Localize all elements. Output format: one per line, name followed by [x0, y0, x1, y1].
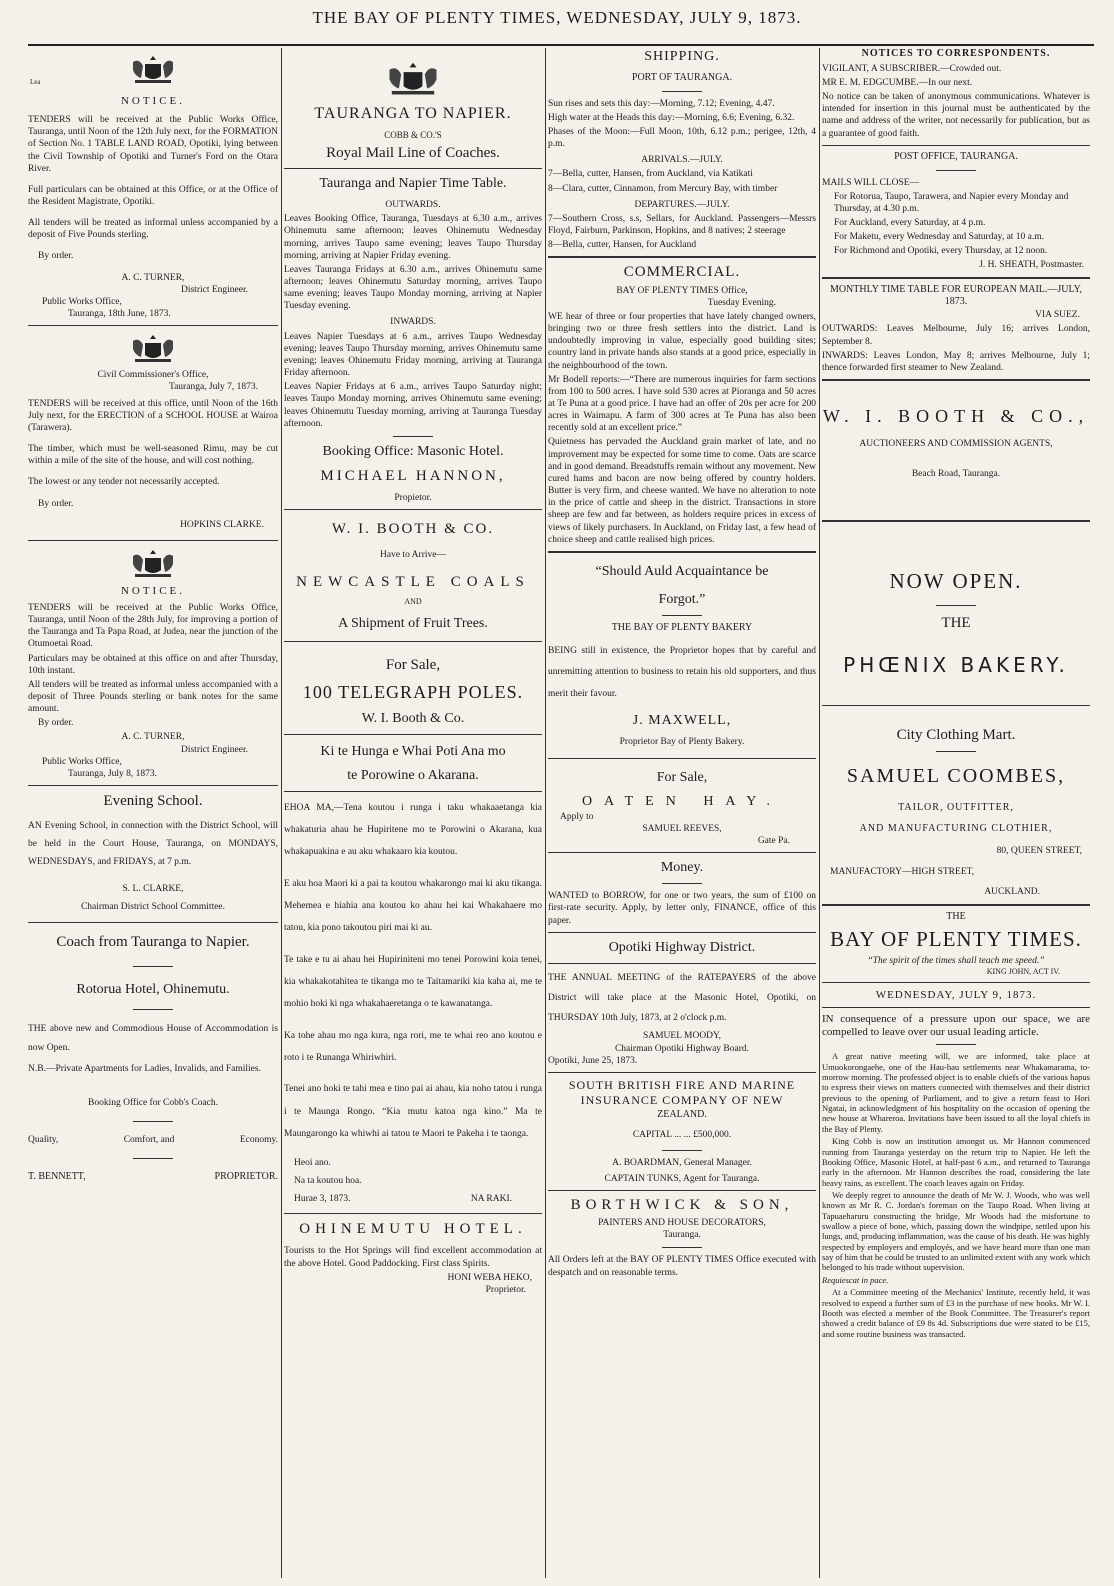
timetable-title: Tauranga and Napier Time Table.: [319, 176, 507, 192]
notice-order: By order.: [38, 251, 74, 262]
short-rule: [662, 1247, 702, 1248]
coals-line: NEWCASTLE COALS: [296, 574, 530, 591]
owner-title: PROPRIETOR.: [214, 1170, 278, 1182]
short-rule: [936, 751, 976, 752]
booking-office: Booking Office for Cobb's Coach.: [87, 1097, 219, 1108]
hotel-body: THE above new and Commodious House of Accommodation is now Open.: [28, 1023, 278, 1053]
signoff-name: NA RAKI.: [470, 1194, 512, 1205]
bakery-ad: [548, 641, 816, 707]
correspondent-note: VIGILANT, A SUBSCRIBER.—Crowded out.: [822, 63, 1002, 74]
timetable-entry: Leaves Tauranga Fridays at 6.30 a.m., arrives Ohinemutu same afternoon; leaves Ohinemutu Saturday morning, arrives Taupo same evening; leaves Taupo Monday morning, arriving at Napier Tuesday evening.: [284, 264, 542, 312]
fruit-line: A Shipment of Fruit Trees.: [338, 615, 488, 631]
notice-order: By order.: [38, 718, 74, 729]
column-stub: Lea: [30, 78, 41, 86]
hotel-title: Rotorua Hotel, Ohinemutu.: [76, 981, 230, 997]
money-body: WANTED to BORROW, for one or two years, the sum of £100 on first-rate security. Apply, by letter only, FINANCE, office of this paper.: [548, 891, 816, 926]
short-rule: [936, 605, 976, 606]
notice-office: Public Works Office,: [42, 756, 122, 767]
coombes-trade: AND MANUFACTURING CLOTHIER,: [859, 822, 1053, 834]
notice-school-house: [28, 369, 278, 531]
maori-signoff: [284, 1154, 542, 1208]
short-rule: [133, 1158, 173, 1159]
evening-school-title: Evening School.: [103, 793, 203, 810]
divider: [548, 1072, 816, 1073]
borthwick-orders: All Orders left at the BAY OF PLENTY TIMES Office executed with despatch and on reasonable terms.: [548, 1255, 816, 1278]
maori-paragraph: Ka tohe ahau mo nga kura, nga rori, me te whai reo ano koutou e roto i te Runanga Whiriwhiri.: [284, 1030, 542, 1063]
timetable-entry: Leaves Booking Office, Tauranga, Tuesdays at 6.30 a.m., arrives Ohinemutu same afternoon; leaves Ohinemutu Wednesday morning, arrives Taupo same evening; leaves Taupo Thursday morning, arriving at Napier Friday evening.: [284, 214, 542, 261]
paper-motto-source: KING JOHN, ACT IV.: [986, 966, 1060, 976]
coombes-address: 80, QUEEN STREET,: [996, 846, 1082, 857]
proprietor-name: MICHAEL HANNON,: [320, 467, 506, 484]
notice-body: TENDERS will be received at this office, until Noon of the 16th July next, for the ERECTION of a SCHOOL HOUSE at Wairoa (Tarawera).: [28, 398, 278, 433]
arrivals-label: ARRIVALS.—JULY.: [641, 155, 723, 166]
royal-crest-icon: [378, 58, 448, 98]
opotiki-title: Opotiki Highway District.: [608, 939, 756, 955]
short-rule: [662, 91, 702, 92]
notice-public-works-table-land: [28, 114, 278, 320]
shipping-title: SHIPPING.: [644, 49, 720, 64]
notice-signer: HOPKINS CLARKE.: [180, 519, 264, 530]
divider: [822, 520, 1090, 522]
phoenix-the: THE: [941, 615, 971, 632]
news-requiescat: Requiescat in pace.: [822, 1274, 889, 1285]
signoff-row: [294, 1190, 542, 1208]
short-rule: [133, 1121, 173, 1122]
apply-to: Apply to: [560, 811, 594, 822]
notice-signer-title: District Engineer.: [180, 744, 248, 755]
coombes-trade: TAILOR, OUTFITTER,: [898, 801, 1014, 813]
royal-mail-line: Royal Mail Line of Coaches.: [326, 144, 500, 161]
top-rule: [28, 44, 1094, 46]
notice-office: Civil Commissioner's Office,: [97, 370, 209, 381]
quality-word: Comfort, and: [123, 1134, 175, 1145]
hotel-ad: [28, 1020, 278, 1079]
evening-school-signer: S. L. CLARKE,: [122, 884, 184, 895]
insurance-capital: CAPITAL ... ... £500,000.: [632, 1130, 732, 1141]
divider: [284, 791, 542, 792]
money-ad: [548, 890, 816, 926]
coombes-name: SAMUEL COOMBES,: [846, 765, 1066, 788]
signoff-line: Heoi ano.: [294, 1158, 331, 1169]
paper-motto: “The spirit of the times shall teach me speed.”: [867, 955, 1045, 966]
insurance-title: ZEALAND.: [657, 1108, 707, 1120]
departures-label: DEPARTURES.—JULY.: [634, 199, 730, 210]
column-4: [822, 48, 1090, 1578]
borthwick-title: BORTHWICK & SON,: [570, 1196, 794, 1213]
moody-title: Chairman Opotiki Highway Board.: [614, 1043, 750, 1054]
divider: [822, 145, 1090, 146]
money-title: Money.: [660, 860, 704, 876]
mail-outwards: OUTWARDS: Leaves Melbourne, July 16; arrives London, September 8.: [822, 324, 1090, 347]
divider: [28, 540, 278, 541]
commercial-paragraph: Quietness has pervaded the Auckland grain market of late, and no improvement may be expected for some time to come. Oats are scarce and in good demand. Breadstuffs remain without any movement. New cured hams and bacon are now being offered by country holders. Butter is very firm, and cheese wanted. We have no alteration to note in the price of cattle and sheep in the district. Transactions in store sheep are few and far between, as holders require prices in excess of views of likely purchasers. In Auckland, on Friday last, a few head of choice sheep and cattle realised high prices.: [548, 437, 816, 545]
timetable-inwards: [284, 331, 542, 430]
divider: [822, 277, 1090, 279]
ohinemutu-hotel-owner-title: Proprietor.: [485, 1284, 526, 1295]
ohinemutu-hotel-title: OHINEMUTU HOTEL.: [299, 1221, 527, 1238]
maxwell-name: J. MAXWELL,: [632, 713, 732, 729]
reeves-name: SAMUEL REEVES,: [642, 824, 722, 835]
mail-entry: For Rotorua, Taupo, Tarawera, and Napier every Monday and Thursday, at 4.30 p.m.: [834, 191, 1069, 214]
arrival-entry: 7—Bella, cutter, Hansen, from Auckland, via Katikati: [548, 169, 753, 180]
post-office-title: POST OFFICE, TAURANGA.: [894, 150, 1018, 162]
short-rule: [662, 883, 702, 884]
maori-letter: [284, 797, 542, 1145]
moody-date: Opotiki, June 25, 1873.: [548, 1055, 638, 1066]
notice-title: NOTICE.: [120, 584, 186, 597]
mail-entry: For Richmond and Opotiki, every Thursday, at 12 noon.: [834, 246, 1048, 257]
outwards-label: OUTWARDS.: [385, 200, 441, 211]
notice-order: By order.: [38, 498, 74, 509]
divider: [284, 509, 542, 510]
correspondent-note: No notice can be taken of anonymous communications. Whatever is intended for insertion in this journal must be authenticated by the name and address of the writer, not necessarily for publication, but as a guarantee of good faith.: [822, 92, 1090, 139]
insurance-manager: A. BOARDMAN, General Manager.: [612, 1157, 752, 1168]
royal-crest-icon: [125, 546, 181, 580]
qualities-row: [28, 1134, 278, 1146]
column-divider: [545, 48, 546, 1578]
mail-entry: For Maketu, every Wednesday and Saturday, at 10 a.m.: [834, 232, 1045, 243]
divider: [548, 551, 816, 553]
telegraph-poles: 100 TELEGRAPH POLES.: [302, 682, 524, 702]
insurance-title: SOUTH BRITISH FIRE AND MARINE: [568, 1077, 796, 1092]
correspondent-note: MR E. M. EDGCUMBE.—In our next.: [822, 77, 973, 88]
for-sale: For Sale,: [385, 656, 441, 673]
news-paragraph: We deeply regret to announce the death of Mr W. J. Woods, who was well known as Mr R. C. Jordan's foreman on the Taupo Road. When living at Tapuaeharuru constructing the bridge, Mr Woods had the misfortune to swallow a piece of bone, which, passing down the windpipe, settled upon his lungs, and, producing inflammation, was the cause of his death. He was highly respected by employers and employés, and we have heard more than one man say of him that he could be trusted to an unlimited extent with any work which belonged to his trade without supervision.: [822, 1189, 1090, 1273]
divider: [822, 1007, 1090, 1008]
ohinemutu-hotel-ad: [284, 1245, 542, 1296]
paper-title: BAY OF PLENTY TIMES.: [830, 926, 1082, 951]
coombes-city: AUCKLAND.: [984, 886, 1040, 897]
timetable-entry: Leaves Napier Fridays at 6 a.m., arrives Taupo Saturday night; leaves Taupo Monday morning, arrives Ohinemutu same evening; leaves Ohinemutu Tuesday morning, arriving at Tauranga Tuesday afternoon.: [284, 382, 542, 429]
signoff-date: Hurae 3, 1873.: [294, 1194, 351, 1205]
divider: [548, 932, 816, 933]
maxwell-title: Proprietor Bay of Plenty Bakery.: [619, 736, 745, 747]
european-mail-table: [822, 323, 1090, 374]
bakery-headline: “Should Auld Acquaintance be: [595, 563, 769, 579]
signoff-line: Na ta koutou hoa.: [294, 1176, 362, 1187]
phoenix-bakery: PHŒNIX BAKERY.: [843, 653, 1069, 678]
ohinemutu-hotel-body: Tourists to the Hot Springs will find excellent accommodation at the above Hotel. Good Paddocking. First class Spirits.: [284, 1246, 542, 1269]
notice-paragraph: The lowest or any tender not necessarily accepted.: [28, 477, 220, 488]
column-1: [28, 48, 278, 1578]
and-word: AND: [404, 596, 422, 606]
news-paragraph: King Cobb is now an institution amongst us. Mr Hannon commenced running from Tauranga yesterday on the return trip to Napier. He left the Booking Office, Masonic Hotel, at half-past 6 a.m., and returned to Tauranga early in the afternoon. Mr Hannon describes the road, considering the late heavy rains, as excellent. The coach leaves again on Friday.: [822, 1136, 1090, 1188]
booth-signature: W. I. Booth & Co.: [361, 711, 465, 727]
notice-paragraph: Full particulars can be obtained at this Office, or at the Office of the Resident Magistrate, Opotiki.: [28, 184, 278, 208]
divider: [284, 1213, 542, 1214]
notice-paragraph: The timber, which must be well-seasoned Rimu, may be cut within a mile of the site of the house, and will cost nothing.: [28, 444, 278, 467]
commercial-date: Tuesday Evening.: [707, 297, 776, 308]
ohinemutu-hotel-owner: HONI WEBA HEKO,: [447, 1272, 532, 1283]
commercial-paragraph: Mr Bodell reports:—“There are numerous inquiries for farm sections from 100 to 500 acres. I have sold 530 acres at Pioranga and 50 acres at Te Puna at a good price. I have had an offer of 20s per acre for 200 acres in Waimapu. A farm of 300 acres at Te Puna has also been recently sold at an excellent price.”: [548, 374, 816, 434]
timetable-outwards: [284, 213, 542, 312]
via-suez: VIA SUEZ.: [1035, 310, 1080, 321]
booth-auctioneers-address: Beach Road, Tauranga.: [911, 469, 1001, 480]
short-rule: [662, 1150, 702, 1151]
hotel-nb: N.B.—Private Apartments for Ladies, Invalids, and Families.: [28, 1063, 261, 1074]
notice-signer-title: District Engineer.: [180, 284, 248, 295]
royal-crest-icon: [125, 331, 181, 365]
for-sale: For Sale,: [656, 770, 708, 786]
divider: [28, 785, 278, 786]
departure-entry: 7—Southern Cross, s.s, Sellars, for Auckland. Passengers—Messrs Floyd, Fairburn, Parkinson, Hopkins, and 8 natives; 2 steerage: [548, 213, 816, 237]
commercial-paragraph: WE hear of three or four properties that have lately changed owners, bringing two or three fresh settlers into the district. Land is undoubtedly improving in value, especially good building sites; country land in private hands also stands at a good price, especially in the neighbourhood of the town.: [548, 311, 816, 371]
short-rule: [393, 436, 433, 437]
commercial-office: BAY OF PLENTY TIMES Office,: [616, 285, 748, 296]
borthwick-place: Tauranga.: [663, 1230, 701, 1241]
mail-inwards: INWARDS: Leaves London, May 8; arrives Melbourne, July 1; thence forwarded first steamer to New Zealand.: [822, 350, 1090, 373]
divider: [548, 256, 816, 258]
divider: [548, 1190, 816, 1191]
column-3: [548, 48, 816, 1578]
masthead: THE BAY OF PLENTY TIMES, WEDNESDAY, JULY 9, 1873.: [312, 8, 802, 27]
bakery-headline: Forgot.”: [658, 591, 706, 607]
divider: [284, 168, 542, 169]
news-paragraph: A great native meeting will, we are informed, take place at Umuokorongaehe, one of the Hau-hau settlements near Whakamarama, to-morrow morning. The professed object is to enable chiefs of the various hapus to express their views on matters connected with themselves and their district previous to the opening of Parliament, and to give a return feast to Hori Ngatai, in acknowledgment of his hospitality on the occasion of opening the new house at Whareroa. Invitations have been issued to all the loyal chiefs in the Bay of Plenty.: [822, 1051, 1090, 1134]
paper-date: WEDNESDAY, JULY 9, 1873.: [875, 988, 1037, 1001]
arrivals-list: [548, 168, 816, 194]
coach-title: Coach from Tauranga to Napier.: [56, 933, 250, 950]
notice-body: TENDERS will be received at the Public Works Office, Tauranga, until Noon of the 28th July, for improving a portion of the Tauranga and Ta Papa Road, at Judea, near the junction of the Otumoetai Road.: [28, 602, 278, 650]
short-rule: [936, 1044, 976, 1045]
evening-school-ad: [28, 817, 278, 916]
divider: [822, 904, 1090, 906]
sun-times: Sun rises and sets this day:—Morning, 7.12; Evening, 4.47.: [548, 98, 775, 109]
bakery-body: BEING still in existence, the Proprietor hopes that by careful and unremitting attention to business to retain his old supporters, and thus merit their favour.: [548, 645, 816, 700]
insurance-title: INSURANCE COMPANY OF NEW: [580, 1093, 784, 1108]
notice-signer: A. C. TURNER,: [121, 272, 185, 283]
mails-label: MAILS WILL CLOSE—: [822, 177, 920, 188]
bakery-name: THE BAY OF PLENTY BAKERY: [611, 621, 753, 633]
maori-paragraph: Te take e tu ai ahau hei Hupiriniteni mo tenei Porowini koia tenei, kia whakakotahitea te tikanga mo te Taitamariki kia kaha ai, me te mohio hoki ki nga whakahaeretanga o te kawanatanga.: [284, 954, 542, 1010]
notice-road-improvement: [28, 602, 278, 780]
insurance-agent: CAPTAIN TUNKS, Agent for Tauranga.: [604, 1173, 760, 1184]
opotiki-body: THE ANNUAL MEETING of the RATEPAYERS of the above District will take place at the Masonic Hotel, Opotiki, on THURSDAY 10th July, 1873, at 2 o'clock p.m.: [548, 972, 816, 1023]
moon-phases: Phases of the Moon:—Full Moon, 10th, 6.12 p.m.; perigee, 12th, 4 p.m.: [548, 127, 816, 150]
notice-body: TENDERS will be received at the Public Works Office, Tauranga, until Noon of the 12th July next, for the FORMATION of Section No. 1 TABLE LAND ROAD, Opotiki, lying between the Civil Township of Opotiki and Turner's Ford on the Otara River.: [28, 115, 278, 174]
port-title: PORT OF TAURANGA.: [631, 71, 733, 83]
booking-office: Booking Office: Masonic Hotel.: [322, 443, 504, 459]
departure-entry: 8—Bella, cutter, Hansen, for Auckland: [548, 240, 697, 251]
water-times: High water at the Heads this day:—Morning, 6.6; Evening, 6.32.: [548, 112, 795, 123]
booth-arrive: Have to Arrive—: [380, 550, 446, 561]
now-open: NOW OPEN.: [889, 569, 1023, 594]
maori-paragraph: E aku hoa Maori ki a pai ta koutou whakarongo mai ki aku tikanga. Mehemea e hiahia ana koutou ko ahau hei kai Whakahaere mo tatou, kia pono takoutou piri mai ki au.: [284, 878, 542, 934]
correspondents-title: NOTICES TO CORRESPONDENTS.: [861, 48, 1051, 59]
quality-word: Quality,: [28, 1134, 59, 1145]
notice-office: Public Works Office,: [42, 296, 122, 307]
owner-name: T. BENNETT,: [28, 1170, 86, 1182]
proprietor-title: Propietor.: [394, 492, 432, 503]
booth-company: W. I. BOOTH & CO.: [331, 521, 495, 538]
divider: [28, 325, 278, 326]
departures-list: [548, 213, 816, 251]
divider: [822, 705, 1090, 706]
notice-title: NOTICE.: [120, 95, 186, 107]
notice-paragraph: Particulars may be obtained at this office on and after Thursday, 10th instant.: [28, 653, 278, 676]
news-items: [822, 1051, 1090, 1339]
maori-title: Ki te Hunga e Whai Poti Ana mo: [320, 743, 506, 759]
coach-line-title: TAURANGA TO NAPIER.: [314, 105, 512, 122]
mail-entry: For Auckland, every Saturday, at 4 p.m.: [834, 218, 986, 228]
shipping-tides: [548, 98, 816, 151]
short-rule: [936, 170, 976, 171]
divider: [548, 852, 816, 853]
commercial-title: COMMERCIAL.: [623, 264, 741, 281]
column-divider: [281, 48, 282, 1578]
divider: [284, 734, 542, 735]
maori-paragraph: EHOA MA,—Tena koutou i runga i taku whakaaetanga kia whakaturia ahau he Hupiritene mo te Porowini o Akarana, kua whakapuakina e au aku whakaaro kia koutou.: [284, 802, 542, 858]
inwards-label: INWARDS.: [390, 317, 436, 328]
notice-paragraph: All tenders will be treated as informal unless accompanied with a deposit of Three Pounds sterling or bank notes for the same amount.: [28, 679, 278, 715]
arrival-entry: 8—Clara, cutter, Cinnamon, from Mercury Bay, with timber: [548, 183, 778, 194]
column-divider: [819, 48, 820, 1578]
oaten-hay: OATEN HAY.: [581, 794, 783, 809]
european-mail-title: MONTHLY TIME TABLE FOR EUROPEAN MAIL.—JULY, 1873.: [829, 283, 1083, 308]
leading-note: IN consequence of a pressure upon our space, we are compelled to leave over our usual leading article.: [822, 1012, 1090, 1038]
reeves-place: Gate Pa.: [757, 836, 790, 847]
paper-the: THE: [946, 910, 966, 922]
moody-name: SAMUEL MOODY,: [642, 1031, 722, 1042]
clothing-mart: City Clothing Mart.: [896, 727, 1016, 743]
mails-list: [822, 191, 1090, 258]
opotiki-ad: [548, 969, 816, 1029]
booth-auctioneers-title: W. I. BOOTH & CO.,: [822, 406, 1090, 426]
notice-date: Tauranga, July 8, 1873.: [68, 768, 158, 779]
column-2: [284, 48, 542, 1578]
short-rule: [133, 1009, 173, 1010]
notice-signer: A. C. TURNER,: [121, 732, 185, 743]
notice-date: Tauranga, July 7, 1873.: [168, 382, 258, 393]
borthwick-trade: PAINTERS AND HOUSE DECORATORS,: [598, 1218, 766, 1229]
owner-row: [28, 1171, 278, 1184]
coach-company: COBB & CO.'S: [384, 130, 442, 141]
booth-auctioneers-trade: AUCTIONEERS AND COMMISSION AGENTS,: [859, 439, 1053, 450]
news-paragraph: At a Committee meeting of the Mechanics' Institute, recently held, it was resolved to expend a further sum of £3 in the purchase of new books. Mr W. I. Booth was elected a member of the Book Committee. The Treasurer's report showed a credit balance of £9 8s 4d. Subscriptions due were stated to be £15, and some routine business was transacted.: [822, 1287, 1090, 1339]
divider: [822, 982, 1090, 983]
short-rule: [662, 615, 702, 616]
correspondents-list: [822, 63, 1090, 140]
maori-paragraph: Tenei ano hoki te tahi mea e tino pai ai ahau, kia noho tatou i runga i te Maunga Rongo. “Kia mutu katoa nga kino.” Ma te Maungarongo ka whiwhi ai tatou te Maori te Pakeha i te taonga.: [284, 1084, 542, 1139]
royal-crest-icon: [125, 52, 181, 86]
divider: [28, 922, 278, 923]
postmaster-signature: J. H. SHEATH, Postmaster.: [979, 260, 1084, 271]
divider: [548, 758, 816, 759]
maori-title: te Porowine o Akarana.: [347, 767, 479, 783]
evening-school-signer-title: Chairman District School Committee.: [80, 902, 226, 913]
evening-school-body: AN Evening School, in connection with the District School, will be held in the Court House, Tauranga, on MONDAYS, WEDNESDAYS, and FRIDAYS, at 7 p.m.: [28, 821, 278, 868]
commercial-report: [548, 311, 816, 546]
quality-word: Economy.: [239, 1134, 278, 1145]
divider: [548, 963, 816, 964]
notice-date: Tauranga, 18th June, 1873.: [68, 309, 171, 320]
timetable-entry: Leaves Napier Tuesdays at 6 a.m., arrives Taupo Wednesday evening; leaves Taupo Thursday morning, arrives Ohinemutu same evening; leaves Ohinemutu Friday morning, arriving at Tauranga Friday afternoon.: [284, 331, 542, 379]
short-rule: [133, 966, 173, 967]
coombes-factory: MANUFACTORY—HIGH STREET,: [830, 866, 975, 877]
notice-paragraph: All tenders will be treated as informal unless accompanied by a deposit of Five Pounds sterling.: [28, 218, 278, 241]
divider: [284, 641, 542, 642]
divider: [822, 379, 1090, 381]
